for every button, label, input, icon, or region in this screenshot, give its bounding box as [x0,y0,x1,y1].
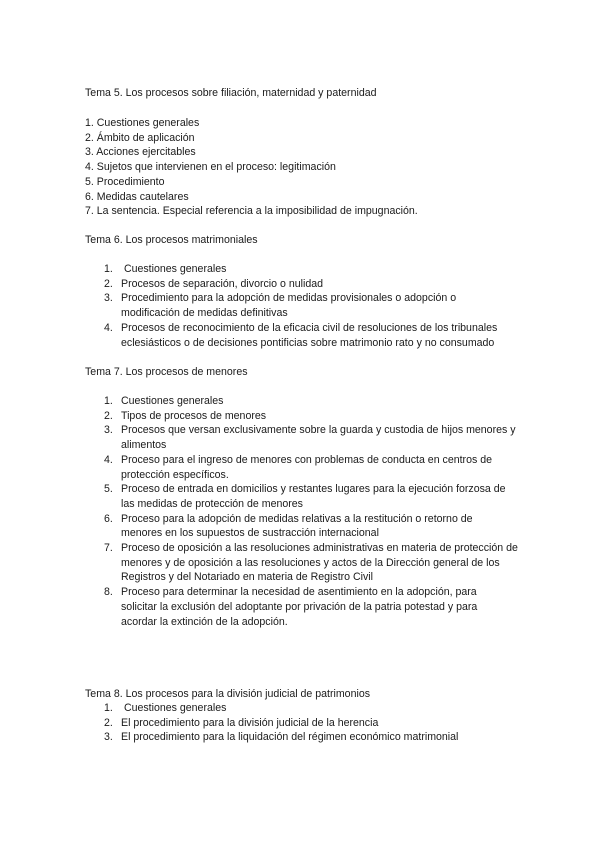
list-text: Procesos de reconocimiento de la eficacia civil de resoluciones de los tribunales eclesiásticos o de decisiones pontificias sobre matrimonio rato y no consumado [121,321,498,349]
list-item: 1. Cuestiones generales [85,117,200,129]
list-number: 6. [104,512,113,525]
list-number: 5. [104,483,113,496]
list-item: 7. La sentencia. Especial referencia a la imposibilidad de impugnación. [85,205,418,218]
tema5-list [85,116,418,219]
list-text: Proceso de entrada en domicilios y restantes lugares para la ejecución forzosa de las medidas de protección de menores [121,483,506,510]
list-text: El procedimiento para la división judicial de la herencia [121,716,379,729]
list-item [0,423,521,452]
tema6-list [0,262,521,350]
list-number: 3. [104,424,113,437]
list-text: Procesos de separación, divorcio o nulidad [121,277,323,290]
tema6-title: Tema 6. Los procesos matrimoniales [85,234,258,246]
list-item [0,409,521,424]
list-number: 1. [104,702,113,714]
list-item [0,482,521,511]
list-number: 8. [104,586,113,599]
list-item [0,585,521,629]
tema8-title: Tema 8. Los procesos para la división judicial de patrimonios [85,688,371,700]
list-text: Tipos de procesos de menores [121,409,267,422]
list-number: 3. [104,731,113,744]
tema7-title: Tema 7. Los procesos de menores [85,366,248,378]
list-number: 1. [104,263,113,275]
list-item [0,541,521,585]
list-item: 5. Procedimiento [85,175,165,188]
list-item: 2. Ámbito de aplicación [85,131,195,144]
list-number: 4. [104,453,113,466]
list-item: 4. Sujetos que intervienen en el proceso: legitimación [85,161,336,174]
list-item [0,701,521,716]
list-text: Proceso para la adopción de medidas relativas a la restitución o retorno de menores en los supuestos de sustracción internacional [121,512,473,540]
list-item: 6. Medidas cautelares [85,190,189,203]
list-item [0,262,521,277]
list-text: Cuestiones generales [121,702,227,714]
tema7-list [0,394,521,629]
tema8-list [0,701,521,745]
list-number: 3. [104,292,113,305]
list-item [0,730,521,745]
list-number: 7. [104,542,113,555]
tema5-title: Tema 5. Los procesos sobre filiación, maternidad y paternidad [85,87,377,99]
list-number: 2. [104,409,113,422]
list-text: Cuestiones generales [121,395,224,407]
list-item [0,277,521,292]
list-text: Proceso de oposición a las resoluciones administrativas en materia de protección de menores y de oposición a las resoluciones y actos de la Dirección general de los Registros y del Notariado en materia de Registro Civil [121,542,518,584]
list-text: Cuestiones generales [121,263,227,275]
list-text: Procedimiento para la adopción de medidas provisionales o adopción o modificación de medidas definitivas [121,292,457,320]
list-text: Procesos que versan exclusivamente sobre la guarda y custodia de hijos menores y alimentos [121,424,516,452]
list-item: 3. Acciones ejercitables [85,146,196,159]
list-item [0,291,521,320]
list-number: 2. [104,716,113,729]
list-item [0,453,521,482]
list-text: Proceso para el ingreso de menores con problemas de conducta en centros de protección específicos. [121,453,493,481]
list-item [0,512,521,541]
list-number: 4. [104,321,113,334]
list-item [0,321,521,350]
list-number: 2. [104,277,113,290]
list-number: 1. [104,395,113,407]
list-item [0,394,521,409]
list-text: El procedimiento para la liquidación del régimen económico matrimonial [121,731,459,744]
list-text: Proceso para determinar la necesidad de asentimiento en la adopción, para solicitar la exclusión del adoptante por privación de la patria potestad y para acordar la extinción de la adopción. [121,586,478,628]
list-item [0,716,521,731]
